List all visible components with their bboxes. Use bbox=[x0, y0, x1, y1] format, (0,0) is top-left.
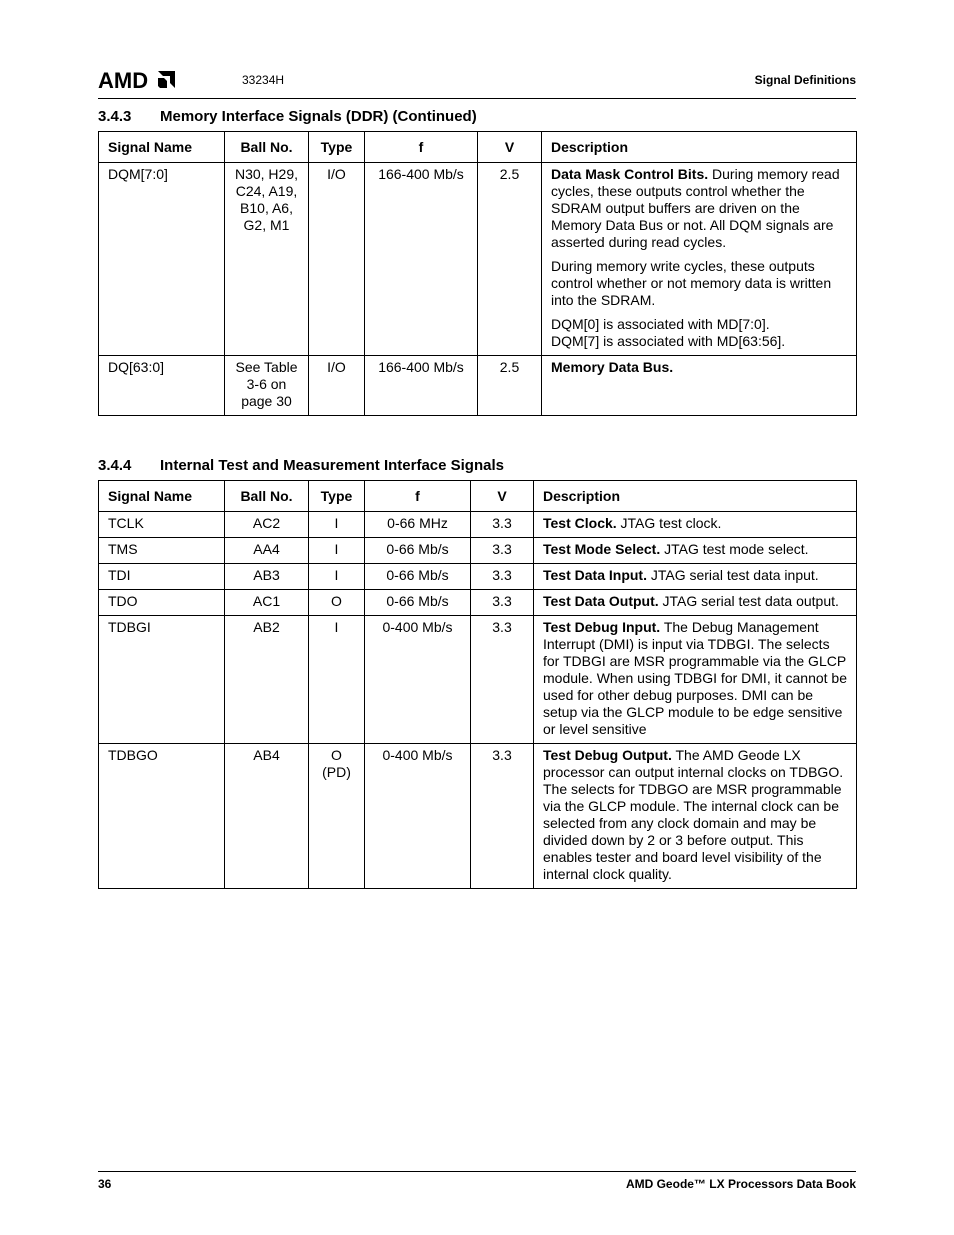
description-line: DQM[0] is associated with MD[7:0]. bbox=[551, 316, 770, 332]
ball-number-cell: AC1 bbox=[225, 590, 309, 616]
column-header: Description bbox=[542, 132, 857, 163]
description-text: The Debug Management Interrupt (DMI) is input via TDBGI. The selects for TDBGI are MSR programmable via the GLCP module. When using TDBGI for DMI, it cannot be used for other debug purposes. DMI can be setup via the GLCP module to be edge sensitive or level sensitive bbox=[543, 619, 847, 737]
type-note: (PD) bbox=[322, 764, 351, 780]
table-row bbox=[99, 616, 857, 744]
description-text: JTAG serial test data input. bbox=[646, 567, 819, 583]
type-value: O bbox=[331, 593, 342, 609]
section-number: 3.4.3 bbox=[98, 108, 132, 125]
type-cell bbox=[309, 512, 365, 538]
description-line: DQM[7] is associated with MD[63:56]. bbox=[551, 333, 786, 349]
voltage-cell: 3.3 bbox=[471, 564, 534, 590]
type-cell: I/O bbox=[309, 356, 365, 416]
voltage-cell: 3.3 bbox=[471, 744, 534, 889]
frequency-cell: 0-400 Mb/s bbox=[365, 616, 471, 744]
voltage-cell: 2.5 bbox=[478, 356, 542, 416]
table-header-row bbox=[99, 132, 857, 163]
ball-number-cell: AA4 bbox=[225, 538, 309, 564]
ball-number-cell: N30, H29, C24, A19, B10, A6, G2, M1 bbox=[225, 163, 309, 356]
description-cell bbox=[542, 163, 857, 356]
voltage-cell: 3.3 bbox=[471, 512, 534, 538]
description-heading: Test Debug Input. bbox=[543, 619, 661, 635]
description-heading: Test Data Input. bbox=[543, 567, 647, 583]
table-row bbox=[99, 590, 857, 616]
section-heading-343 bbox=[98, 108, 477, 125]
ball-number-cell: AB4 bbox=[225, 744, 309, 889]
description-heading: Memory Data Bus. bbox=[551, 359, 674, 375]
signal-name-cell: TDBGO bbox=[99, 744, 225, 889]
frequency-cell: 0-400 Mb/s bbox=[365, 744, 471, 889]
type-cell: I/O bbox=[309, 163, 365, 356]
column-header: Type bbox=[309, 132, 365, 163]
type-value: I bbox=[334, 515, 339, 531]
description-cell bbox=[534, 616, 857, 744]
column-header: Type bbox=[309, 481, 365, 512]
signal-name-cell: TDI bbox=[99, 564, 225, 590]
type-value: O bbox=[331, 747, 342, 763]
description-heading: Test Debug Output. bbox=[543, 747, 672, 763]
section-heading-344 bbox=[98, 457, 504, 474]
column-header: V bbox=[471, 481, 534, 512]
frequency-cell: 166-400 Mb/s bbox=[365, 163, 478, 356]
column-header: f bbox=[365, 132, 478, 163]
description-paragraph: During memory write cycles, these outputs control whether or not memory data is written into the SDRAM. bbox=[551, 258, 832, 308]
signal-name-cell: TMS bbox=[99, 538, 225, 564]
type-cell bbox=[309, 590, 365, 616]
signal-name-cell: TDBGI bbox=[99, 616, 225, 744]
column-header: V bbox=[478, 132, 542, 163]
signal-name-cell: TCLK bbox=[99, 512, 225, 538]
voltage-cell: 3.3 bbox=[471, 538, 534, 564]
description-heading: Test Clock. bbox=[543, 515, 617, 531]
description-cell bbox=[534, 590, 857, 616]
page-number: 36 bbox=[98, 1177, 112, 1191]
column-header: Ball No. bbox=[225, 132, 309, 163]
type-value: I bbox=[334, 541, 339, 557]
frequency-cell: 0-66 MHz bbox=[365, 512, 471, 538]
signal-name-cell: TDO bbox=[99, 590, 225, 616]
column-header: Ball No. bbox=[225, 481, 309, 512]
description-heading: Test Data Output. bbox=[543, 593, 659, 609]
column-header: f bbox=[365, 481, 471, 512]
test-measurement-signals-table bbox=[98, 480, 857, 889]
page-footer bbox=[98, 1171, 856, 1194]
table-row bbox=[99, 744, 857, 889]
description-heading: Data Mask Control Bits. bbox=[551, 166, 709, 182]
table-header-row bbox=[99, 481, 857, 512]
header-section-title: Signal Definitions bbox=[754, 73, 856, 87]
voltage-cell: 3.3 bbox=[471, 590, 534, 616]
column-header: Signal Name bbox=[99, 132, 225, 163]
type-value: I bbox=[334, 567, 339, 583]
table-row bbox=[99, 538, 857, 564]
description-text: The AMD Geode LX processor can output internal clocks on TDBGO. The selects for TDBGO are MSR programmable via the GLCP module. The internal clock can be selected from any clock domain and may be divided down by 2 or 3 before output. This enables tester and board level visibility of the internal clock quality. bbox=[543, 747, 844, 882]
table-row bbox=[99, 356, 857, 416]
voltage-cell: 2.5 bbox=[478, 163, 542, 356]
page-header bbox=[98, 68, 856, 99]
frequency-cell: 0-66 Mb/s bbox=[365, 538, 471, 564]
document-number: 33234H bbox=[242, 73, 285, 87]
section-title: Internal Test and Measurement Interface Signals bbox=[160, 457, 504, 474]
section-title: Memory Interface Signals (DDR) (Continued) bbox=[160, 108, 477, 125]
frequency-cell: 0-66 Mb/s bbox=[365, 564, 471, 590]
ball-number-cell: AB2 bbox=[225, 616, 309, 744]
description-heading: Test Mode Select. bbox=[543, 541, 661, 557]
description-cell bbox=[534, 538, 857, 564]
section-number: 3.4.4 bbox=[98, 457, 132, 474]
memory-interface-signals-table bbox=[98, 131, 857, 416]
frequency-cell: 0-66 Mb/s bbox=[365, 590, 471, 616]
type-cell bbox=[309, 616, 365, 744]
voltage-cell: 3.3 bbox=[471, 616, 534, 744]
type-value: I bbox=[334, 619, 339, 635]
description-text: JTAG test clock. bbox=[616, 515, 722, 531]
type-cell bbox=[309, 564, 365, 590]
column-header: Description bbox=[534, 481, 857, 512]
column-header: Signal Name bbox=[99, 481, 225, 512]
ball-number-cell: AC2 bbox=[225, 512, 309, 538]
ball-number-cell: AB3 bbox=[225, 564, 309, 590]
amd-logo bbox=[98, 70, 176, 90]
description-text: JTAG test mode select. bbox=[660, 541, 809, 557]
type-cell bbox=[309, 538, 365, 564]
type-cell bbox=[309, 744, 365, 889]
ball-number-cell: See Table 3-6 on page 30 bbox=[225, 356, 309, 416]
svg-text:AMD: AMD bbox=[98, 70, 149, 90]
description-text: During memory read cycles, these outputs control whether the SDRAM output buffers are driven on the Memory Data Bus or not. All DQM signals are asserted during read cycles. bbox=[551, 166, 840, 250]
frequency-cell: 166-400 Mb/s bbox=[365, 356, 478, 416]
description-cell bbox=[534, 744, 857, 889]
signal-name-cell: DQ[63:0] bbox=[99, 356, 225, 416]
table-row bbox=[99, 163, 857, 356]
book-title: AMD Geode™ LX Processors Data Book bbox=[625, 1177, 856, 1191]
description-cell bbox=[534, 512, 857, 538]
table-row bbox=[99, 512, 857, 538]
description-paragraph bbox=[551, 166, 847, 251]
table-row bbox=[99, 564, 857, 590]
description-paragraph bbox=[551, 316, 847, 350]
signal-name-cell: DQM[7:0] bbox=[99, 163, 225, 356]
description-cell bbox=[542, 356, 857, 416]
description-cell bbox=[534, 564, 857, 590]
description-text: JTAG serial test data output. bbox=[658, 593, 839, 609]
